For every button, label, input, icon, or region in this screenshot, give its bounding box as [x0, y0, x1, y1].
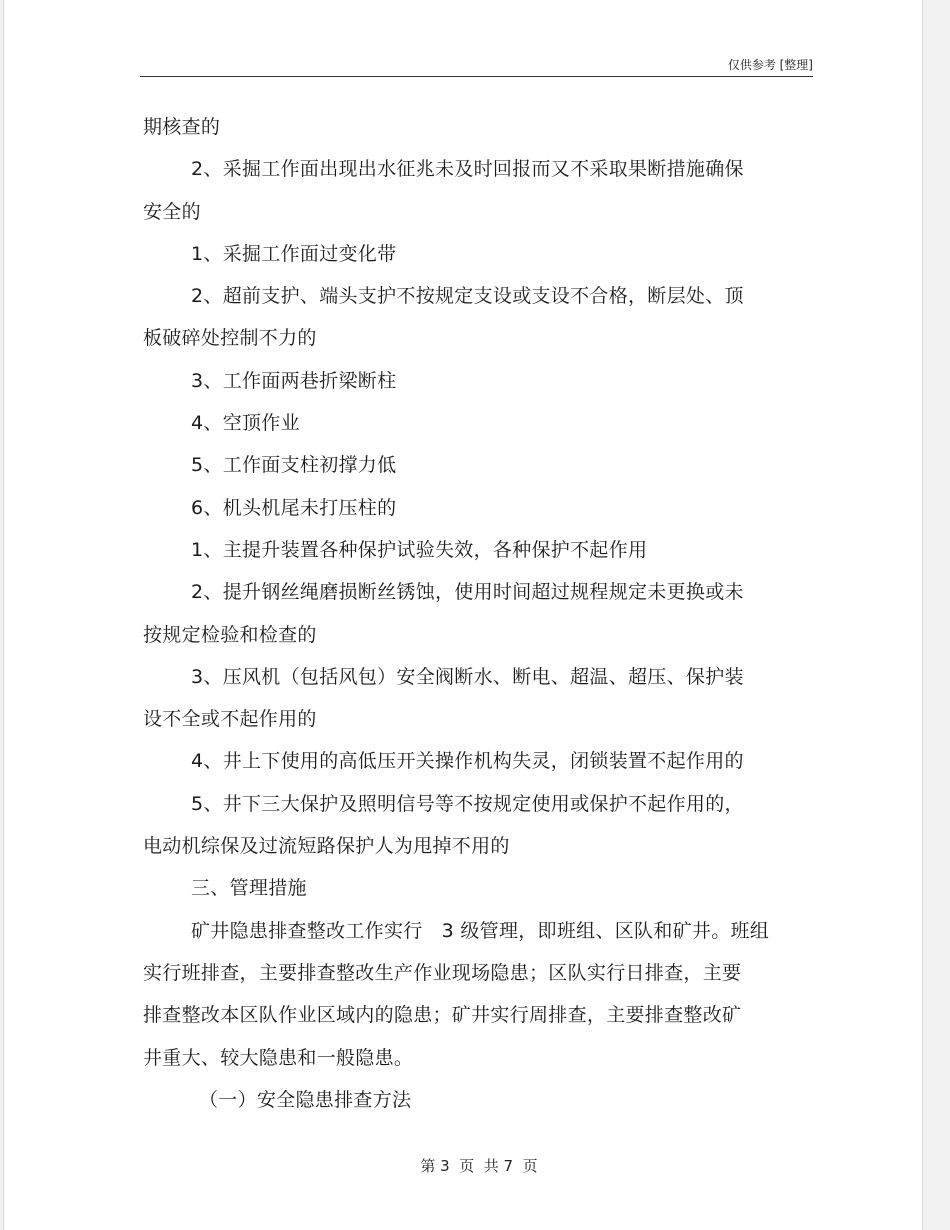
- body-line: 3、压风机（包括风包）安全阀断水、断电、超温、超压、保护装: [191, 665, 744, 688]
- section-heading: 三、管理措施: [191, 877, 307, 900]
- body-line: 井重大、较大隐患和一般隐患。: [143, 1046, 414, 1069]
- body-line: 4、空顶作业: [191, 412, 300, 435]
- header-divider: [140, 76, 813, 77]
- body-line: 3、工作面两巷折梁断柱: [191, 369, 397, 392]
- body-line: 1、主提升装置各种保护试验失效，各种保护不起作用: [191, 538, 648, 561]
- subsection-heading: （一）安全隐患排查方法: [199, 1088, 412, 1111]
- document-page: [3, 0, 923, 1230]
- body-line: 矿井隐患排查整改工作实行 3 级管理，即班组、区队和矿井。班组: [191, 919, 770, 942]
- body-line: 4、井上下使用的高低压开关操作机构失灵，闭锁装置不起作用的: [191, 750, 744, 773]
- body-line: 安全的: [143, 200, 201, 223]
- body-line: 按规定检验和检查的: [143, 623, 317, 646]
- document-body: [143, 112, 803, 1127]
- body-line: 6、机头机尾未打压柱的: [191, 496, 397, 519]
- body-line: 期核查的: [143, 116, 221, 138]
- body-line: 板破碎处控制不力的: [143, 327, 317, 350]
- body-line: 2、超前支护、端头支护不按规定支设或支设不合格，断层处、顶: [191, 285, 744, 308]
- body-line: 排查整改本区队作业区域内的隐患；矿井实行周排查，主要排查整改矿: [143, 1004, 742, 1027]
- body-line: 5、井下三大保护及照明信号等不按规定使用或保护不起作用的，: [191, 792, 744, 815]
- body-line: 2、提升钢丝绳磨损断丝锈蚀，使用时间超过规程规定未更换或未: [191, 581, 744, 604]
- body-line: 2、采掘工作面出现出水征兆未及时回报而又不采取果断措施确保: [191, 158, 744, 181]
- body-line: 设不全或不起作用的: [143, 708, 317, 731]
- body-line: 实行班排查，主要排查整改生产作业现场隐患；区队实行日排查，主要: [143, 961, 742, 984]
- body-line: 5、工作面支柱初撑力低: [191, 454, 397, 477]
- body-line: 电动机综保及过流短路保护人为甩掉不用的: [143, 835, 510, 858]
- body-line: 1、采掘工作面过变化带: [191, 242, 397, 265]
- page-footer: 第 3 页 共 7 页: [420, 1157, 538, 1175]
- page-header: 仅供参考 [整理]: [727, 58, 813, 72]
